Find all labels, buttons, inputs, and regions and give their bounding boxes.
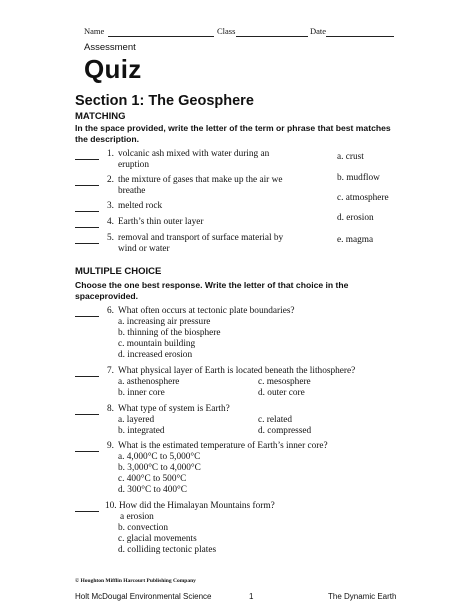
class-line[interactable] [236, 26, 308, 37]
item-text: melted rock [118, 201, 163, 211]
answer-blank[interactable] [75, 234, 99, 244]
option: a. 4,000°C to 5,000°C [118, 452, 201, 462]
option: c. 400°C to 500°C [118, 474, 187, 484]
question-number: 8. [107, 404, 114, 414]
option: d. increased erosion [118, 350, 193, 360]
option: b. thinning of the biosphere [118, 328, 221, 338]
name-label: Name [84, 26, 105, 36]
answer-choice: b. mudflow [337, 173, 380, 183]
footer-page-number: 1 [249, 592, 254, 601]
answer-blank[interactable] [75, 307, 99, 317]
question-text: How did the Himalayan Mountains form? [119, 501, 275, 511]
option: c. mesosphere [258, 377, 311, 387]
item-number: 1. [107, 149, 114, 159]
option: a erosion [120, 512, 154, 522]
question-text: What is the estimated temperature of Earth’s inner core? [118, 441, 328, 451]
answer-choice: d. erosion [337, 213, 374, 223]
item-number: 5. [107, 233, 114, 243]
option: d. colliding tectonic plates [118, 545, 217, 555]
date-line[interactable] [326, 26, 394, 37]
item-number: 2. [107, 175, 114, 185]
option: b. 3,000°C to 4,000°C [118, 463, 201, 473]
question-number: 9. [107, 441, 114, 451]
answer-blank[interactable] [75, 218, 99, 228]
answer-blank[interactable] [75, 405, 99, 415]
question-number: 7. [107, 366, 114, 376]
class-label: Class [217, 26, 236, 36]
footer-chapter: The Dynamic Earth [328, 592, 397, 601]
date-label: Date [310, 26, 327, 36]
option: d. outer core [258, 388, 305, 398]
item-number: 3. [107, 201, 114, 211]
question-number: 6. [107, 306, 114, 316]
name-line[interactable] [108, 26, 214, 37]
answer-blank[interactable] [75, 176, 99, 186]
item-text: Earth’s thin outer layer [118, 217, 204, 227]
answer-choice: a. crust [337, 152, 364, 162]
question-number: 10. [105, 501, 117, 511]
answer-blank[interactable] [75, 202, 99, 212]
matching-heading: MATCHING [75, 111, 126, 122]
answer-blank[interactable] [75, 442, 99, 452]
option: c. glacial movements [118, 534, 197, 544]
answer-blank[interactable] [75, 367, 99, 377]
assessment-label: Assessment [84, 42, 136, 53]
item-number: 4. [107, 217, 114, 227]
item-text: volcanic ash mixed with water during an eruption [118, 149, 270, 170]
copyright-notice: © Houghton Mifflin Harcourt Publishing Company [75, 578, 196, 584]
matching-instructions: In the space provided, write the letter of the term or phrase that best matches the description. [75, 123, 391, 144]
option: b. convection [118, 523, 169, 533]
option: a. asthenosphere [118, 377, 180, 387]
answer-blank[interactable] [75, 502, 99, 512]
answer-choice: c. atmosphere [337, 193, 389, 203]
option: b. integrated [118, 426, 165, 436]
option: c. mountain building [118, 339, 196, 349]
section-title: Section 1: The Geosphere [75, 93, 254, 109]
footer-course: Holt McDougal Environmental Science [75, 592, 212, 601]
option: d. 300°C to 400°C [118, 485, 187, 495]
question-text: What often occurs at tectonic plate boundaries? [118, 306, 295, 316]
option: c. related [258, 415, 293, 425]
answer-blank[interactable] [75, 150, 99, 160]
item-text: removal and transport of surface material by wind or water [118, 233, 284, 254]
option: a. layered [118, 415, 155, 425]
option: b. inner core [118, 388, 165, 398]
question-text: What type of system is Earth? [118, 404, 230, 414]
quiz-title: Quiz [84, 54, 142, 84]
option: d. compressed [258, 426, 312, 436]
multiple-choice-instructions: Choose the one best response. Write the letter of that choice in the spaceprovided. [75, 280, 349, 301]
question-text: What physical layer of Earth is located beneath the lithosphere? [118, 366, 356, 376]
item-text: the mixture of gases that make up the air we breathe [118, 175, 283, 196]
multiple-choice-heading: MULTIPLE CHOICE [75, 266, 162, 277]
option: a. increasing air pressure [118, 317, 211, 327]
answer-choice: e. magma [337, 235, 374, 245]
